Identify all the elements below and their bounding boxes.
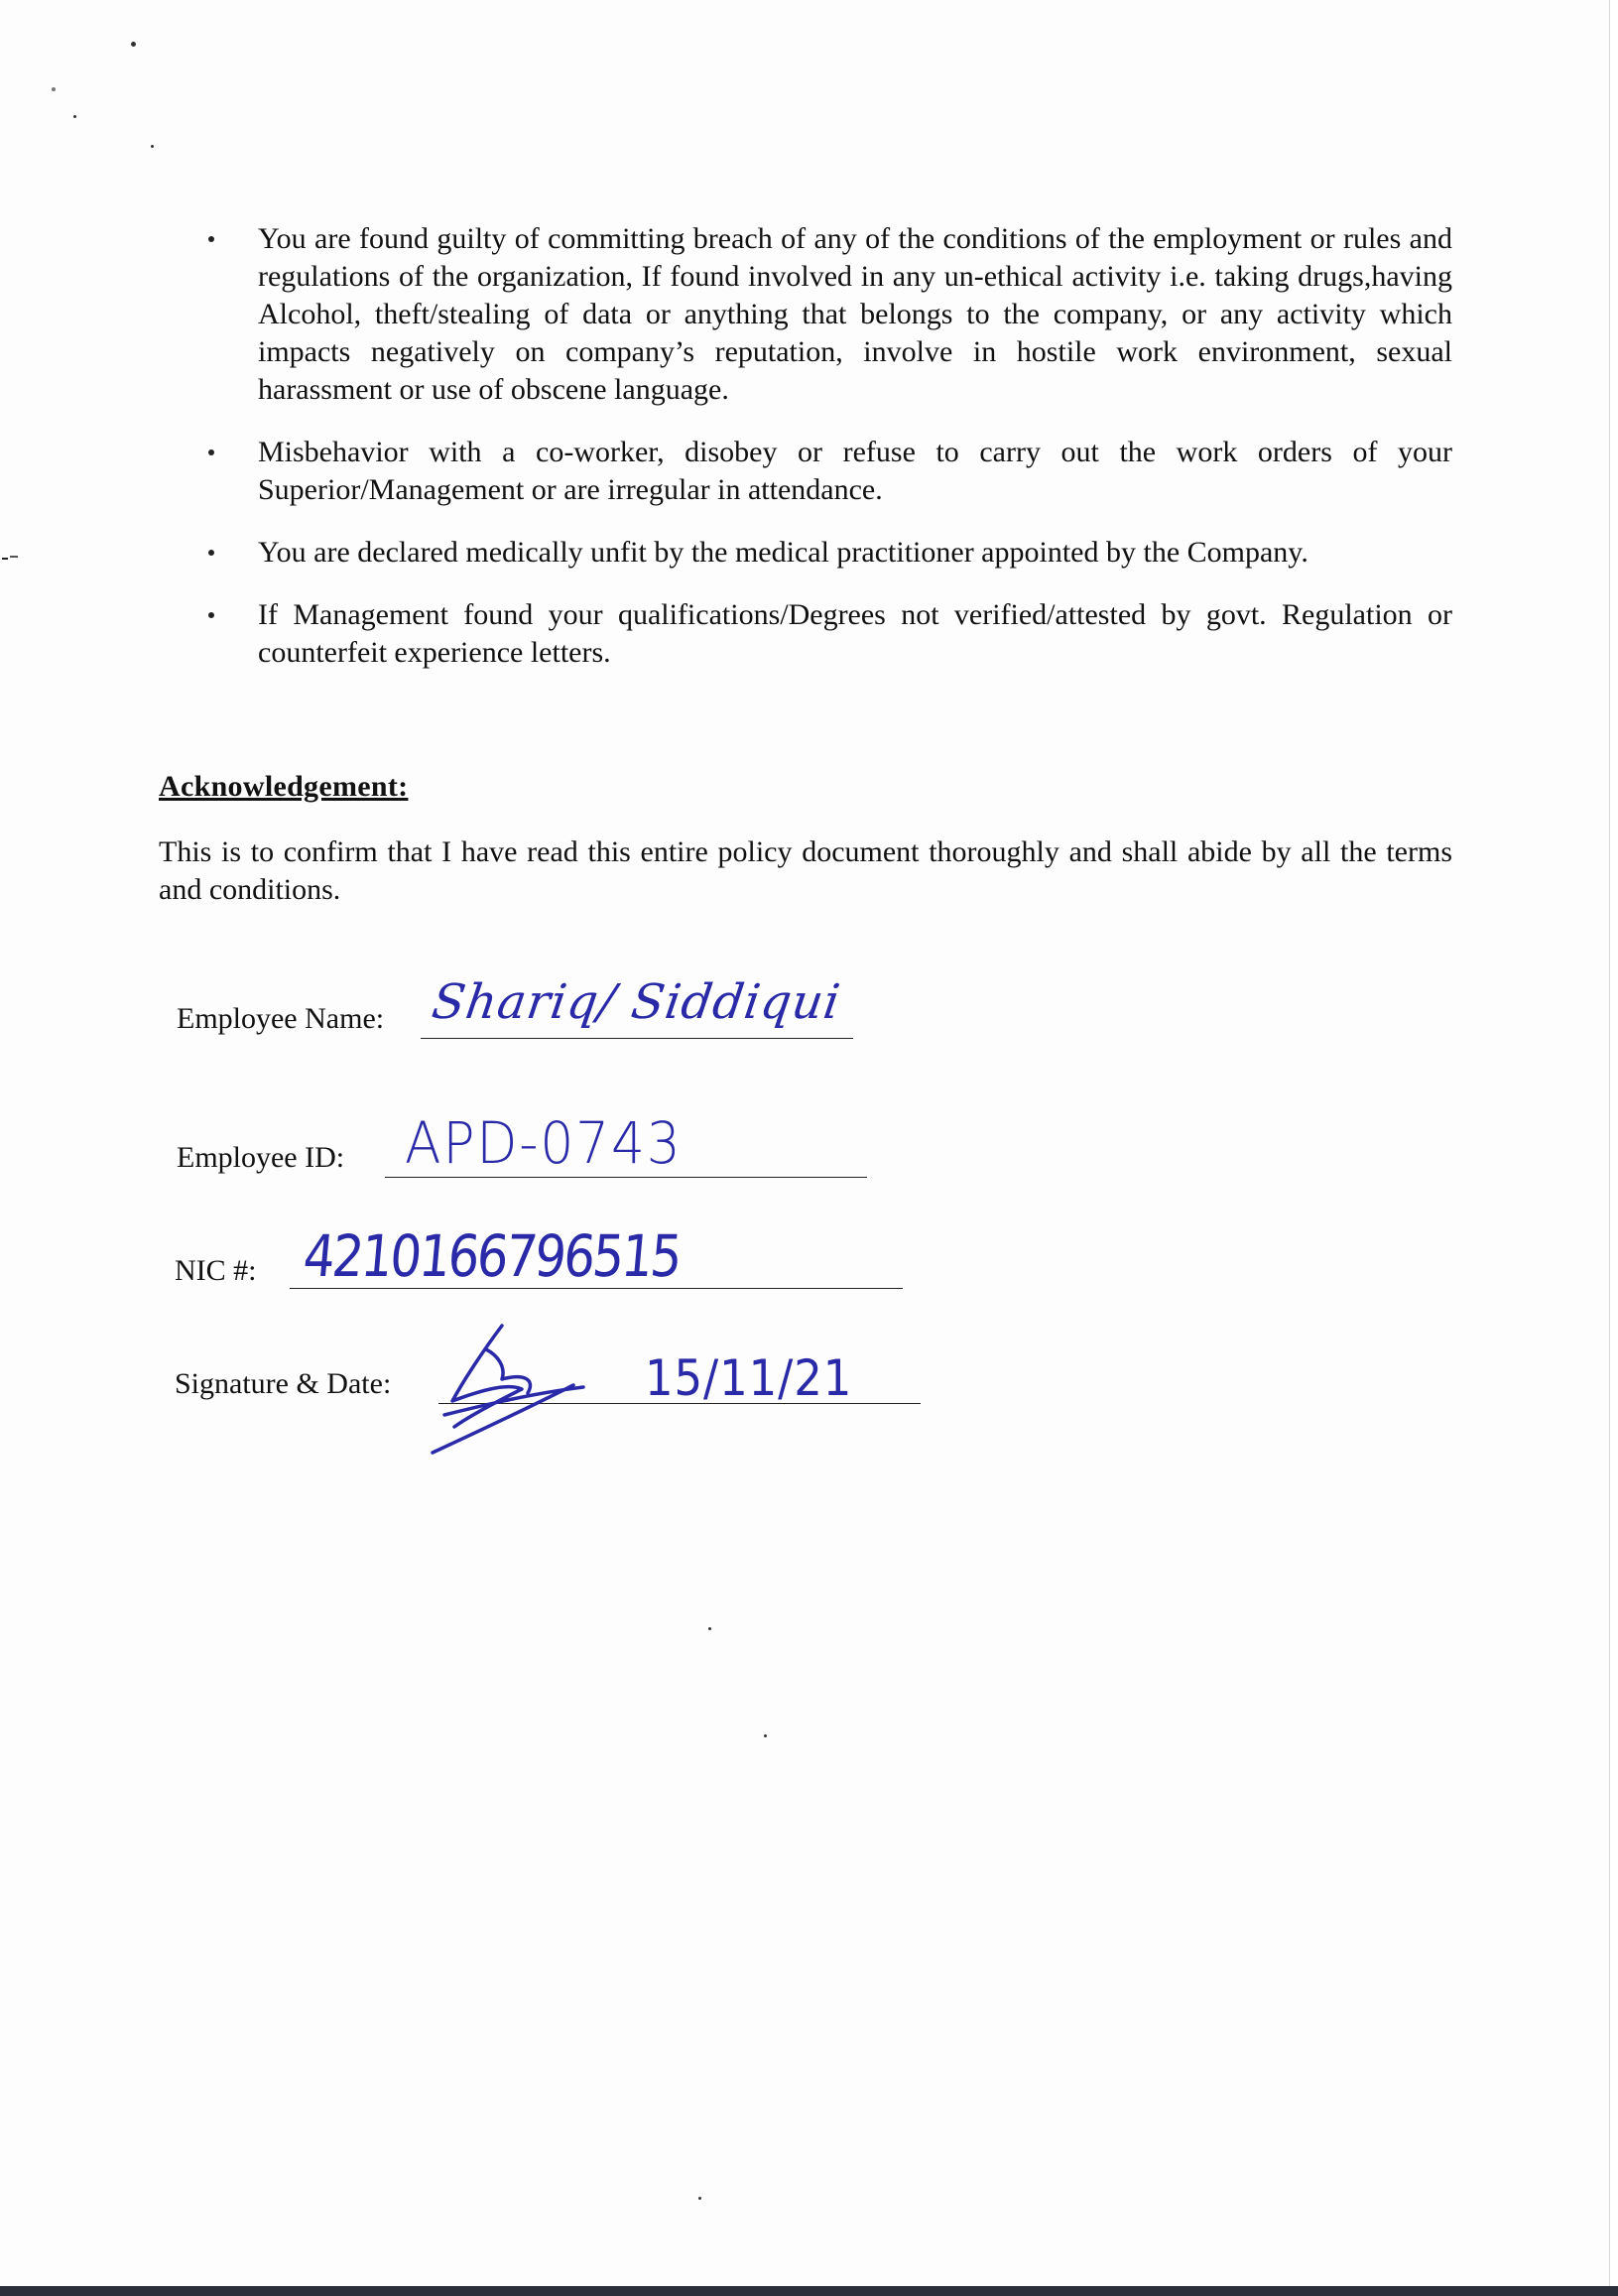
bullet-icon — [208, 550, 214, 556]
condition-text: You are found guilty of committing breach of any of the conditions of the employment or rules and regulations of the organization, If found involved in any un-ethical activity i.e. taking drugs,having Alcohol, theft/stealing of data or anything that belongs to the company, or any activity which impacts negatively on company’s reputation, involve in hostile work environment, sexual harassment or use of obscene language. — [258, 222, 1452, 406]
employee-name-label: Employee Name: — [177, 1002, 385, 1035]
scan-speck — [151, 145, 154, 148]
bullet-icon — [208, 612, 214, 618]
scan-bottom-edge — [0, 2286, 1618, 2296]
employee-name-line — [421, 1038, 853, 1039]
list-item — [208, 534, 1452, 572]
policy-conditions-list — [208, 220, 1452, 697]
condition-text: Misbehavior with a co-worker, disobey or refuse to carry out the work orders of your Superior/Management or are irregular in attendance. — [258, 436, 1452, 506]
scan-speck — [52, 87, 56, 91]
condition-text: You are declared medically unfit by the medical practitioner appointed by the Company. — [258, 536, 1308, 569]
signature-icon — [425, 1320, 623, 1459]
bullet-icon — [208, 449, 214, 455]
list-item — [208, 596, 1452, 672]
employee-name-handwritten: Shariq/ Siddiqui — [429, 974, 844, 1030]
bullet-icon — [208, 236, 214, 242]
nic-handwritten: 4210166796515 — [300, 1222, 684, 1290]
condition-text: If Management found your qualifications/Degrees not verified/attested by govt. Regulation or counterfeit experience letters. — [258, 598, 1452, 669]
scan-right-edge — [1609, 0, 1618, 2296]
date-handwritten: 15/11/21 — [645, 1349, 853, 1407]
employee-id-handwritten: APD-0743 — [405, 1109, 683, 1177]
acknowledgement-heading: Acknowledgement: — [159, 770, 409, 803]
acknowledgement-body: This is to confirm that I have read this entire policy document thoroughly and shall abide by all the terms and conditions. — [159, 835, 1452, 906]
list-item — [208, 434, 1452, 509]
signature-date-label: Signature & Date: — [175, 1367, 392, 1400]
list-item — [208, 220, 1452, 409]
scan-speck — [131, 42, 136, 47]
scan-speck — [73, 115, 76, 118]
scan-speck — [698, 2197, 701, 2200]
scan-speck — [764, 1734, 767, 1737]
employee-id-label: Employee ID: — [177, 1141, 345, 1174]
scan-speck — [10, 556, 18, 558]
scan-speck — [2, 558, 8, 560]
nic-label: NIC #: — [175, 1254, 257, 1287]
employee-id-line — [385, 1177, 867, 1178]
scan-speck — [708, 1627, 711, 1630]
